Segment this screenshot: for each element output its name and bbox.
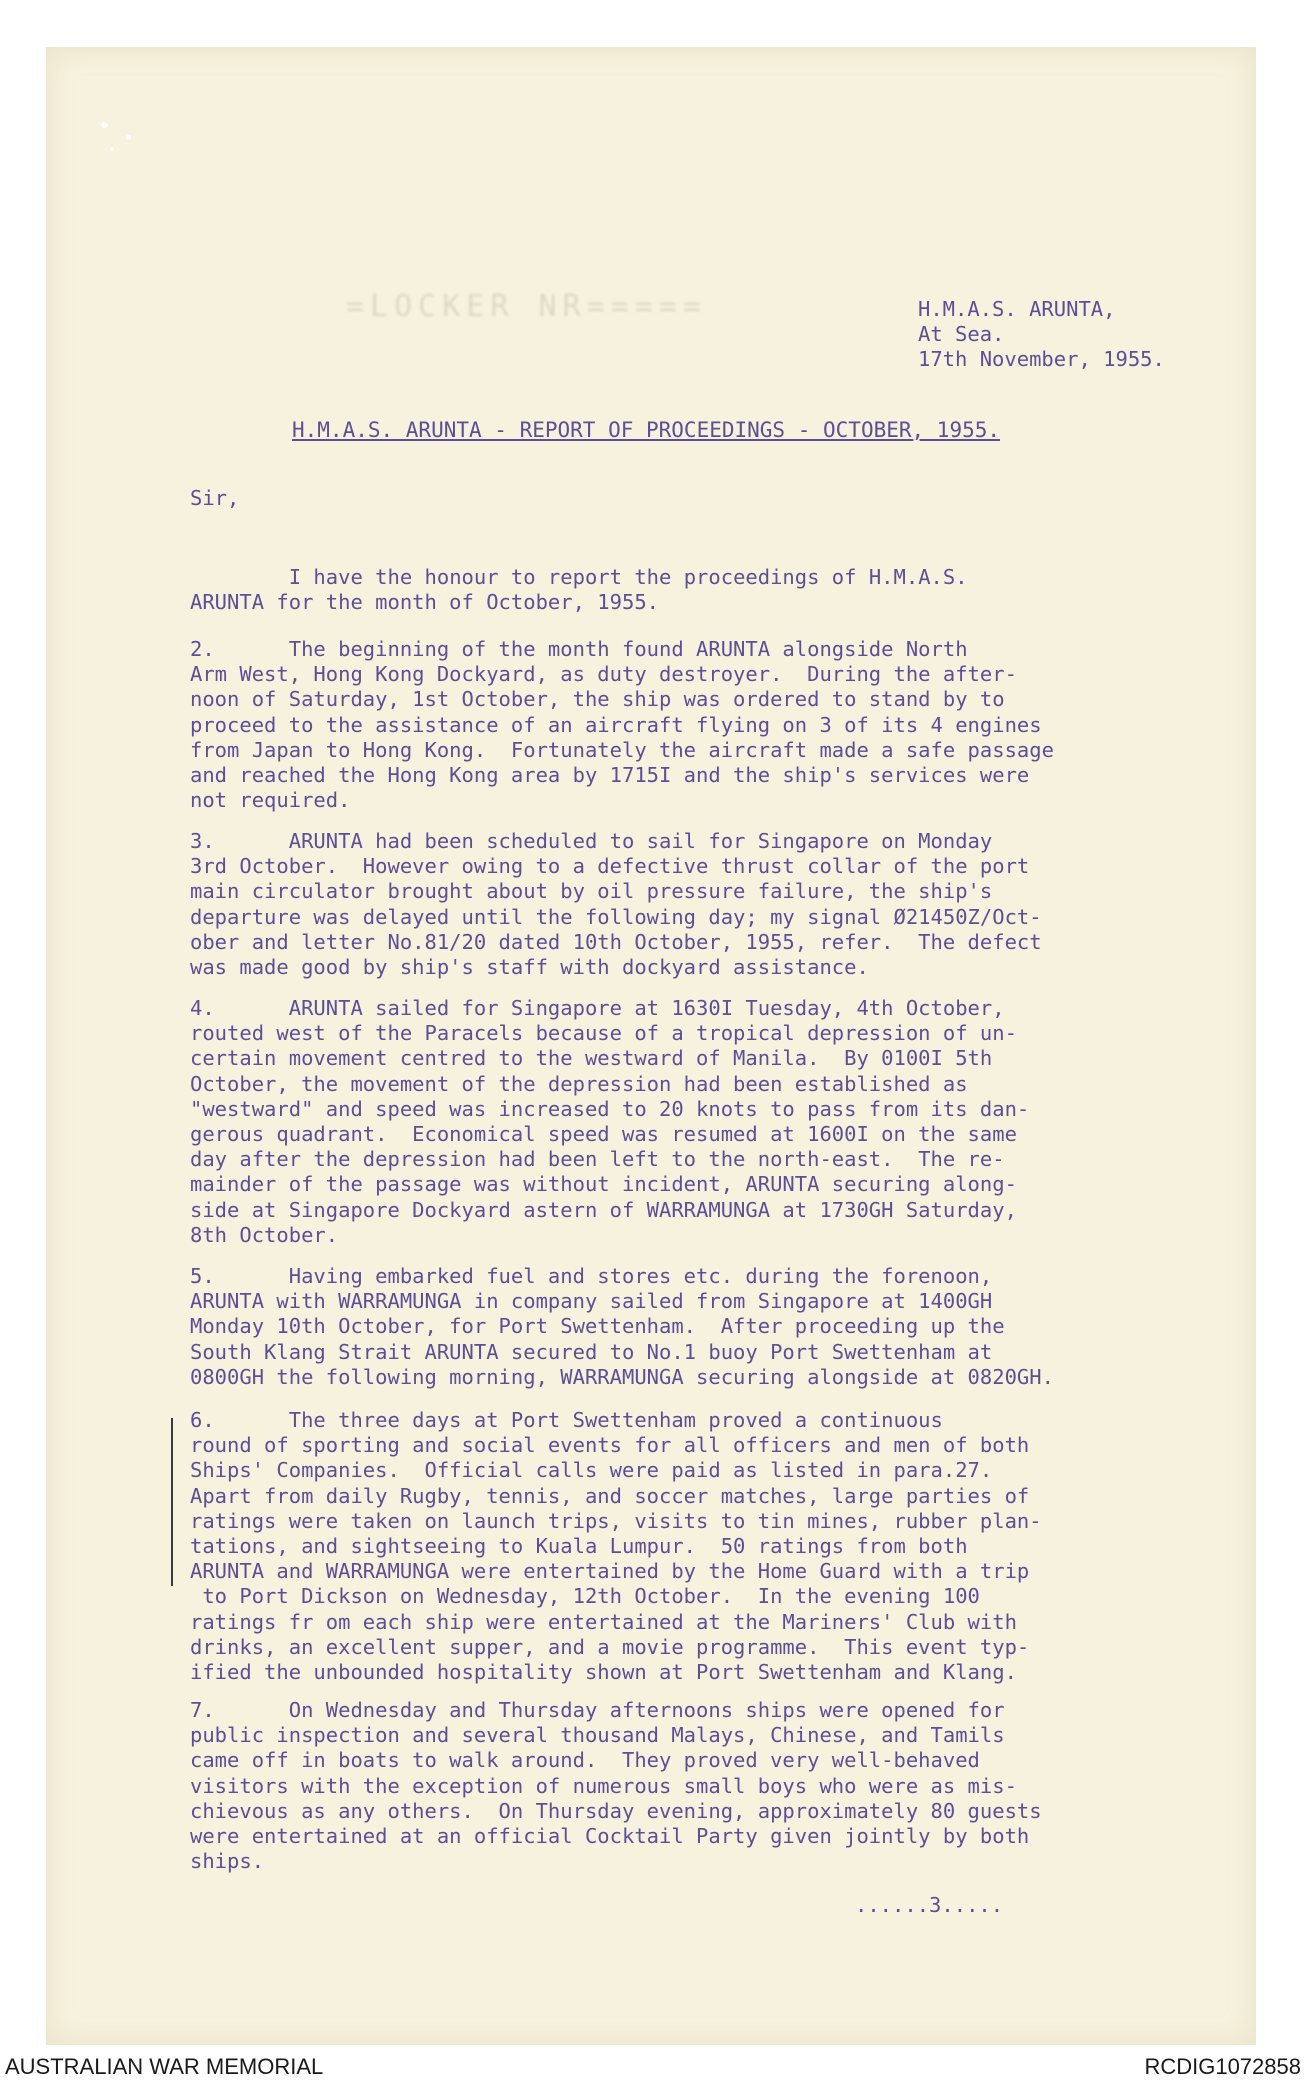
paragraph-5: 5. Having embarked fuel and stores etc. during the forenoon, ARUNTA with WARRAMUNGA in company sailed from Singapore at 1400GH Monday 10th October, for Port Swettenham. After proceeding up the South Klang Strait ARUNTA secured to No.1 buoy Port Swettenham at 0800GH the following morning, WARRAMUNGA securing alongside at 0820GH.	[190, 1264, 1054, 1389]
footer-record-id: RCDIG1072858	[1144, 2054, 1301, 2079]
paragraph-6: 6. The three days at Port Swettenham proved a continuous round of sporting and social events for all officers and men of both Ships' Companies. Official calls were paid as listed in para.27. Apart from daily Rugby, tennis, and soccer matches, large parties of ratings were taken on launch trips, visits to tin mines, rubber plan- tations, and sightseeing to Kuala Lumpur. 50 ratings from both ARUNTA and WARRAMUNGA were entertained by the Home Guard with a trip to Port Dickson on Wednesday, 12th October. In the evening 100 ratings fr om each ship were entertained at the Mariners' Club with drinks, an excellent supper, and a movie programme. This event typ- ified the unbounded hospitality shown at Port Swettenham and Klang.	[190, 1408, 1042, 1685]
paragraph-intro: I have the honour to report the proceedings of H.M.A.S. ARUNTA for the month of October, 1955.	[190, 565, 968, 615]
faint-bleed-heading: =LOCKER NR=====	[346, 289, 707, 324]
address-date: 17th November, 1955.	[918, 347, 1165, 371]
sender-address	[918, 297, 1165, 372]
paper-speck	[101, 122, 108, 128]
paper-speck	[126, 135, 131, 140]
address-ship: H.M.A.S. ARUNTA,	[918, 297, 1116, 321]
margin-annotation-line	[171, 1418, 173, 1586]
paper-speck	[110, 147, 114, 151]
paragraph-3: 3. ARUNTA had been scheduled to sail for Singapore on Monday 3rd October. However owing to a defective thrust collar of the port main circulator brought about by oil pressure failure, the ship's departure was delayed until the following day; my signal Ø21450Z/Oct- ober and letter No.81/20 dated 10th October, 1955, refer. The defect was made good by ship's staff with dockyard assistance.	[190, 829, 1042, 980]
salutation: Sir,	[190, 486, 240, 510]
report-title: H.M.A.S. ARUNTA - REPORT OF PROCEEDINGS - OCTOBER, 1955.	[292, 418, 1001, 442]
page-number: ......3.....	[855, 1893, 1004, 1917]
paragraph-7: 7. On Wednesday and Thursday afternoons ships were opened for public inspection and several thousand Malays, Chinese, and Tamils came off in boats to walk around. They proved very well-behaved visitors with the exception of numerous small boys who were as mis- chievous as any others. On Thursday evening, approximately 80 guests were entertained at an official Cocktail Party given jointly by both ships.	[190, 1698, 1042, 1874]
paragraph-4: 4. ARUNTA sailed for Singapore at 1630I Tuesday, 4th October, routed west of the Paracels because of a tropical depression of un- certain movement centred to the westward of Manila. By 0100I 5th October, the movement of the depression had been established as "westward" and speed was increased to 20 knots to pass from its dan- gerous quadrant. Economical speed was resumed at 1600I on the same day after the depression had been left to the north-east. The re- mainder of the passage was without incident, ARUNTA securing along- side at Singapore Dockyard astern of WARRAMUNGA at 1730GH Saturday, 8th October.	[190, 996, 1030, 1247]
address-location: At Sea.	[918, 322, 1005, 346]
footer-archive-name: AUSTRALIAN WAR MEMORIAL	[5, 2054, 324, 2079]
paragraph-2: 2. The beginning of the month found ARUNTA alongside North Arm West, Hong Kong Dockyard, as duty destroyer. During the after- noon of Saturday, 1st October, the ship was ordered to stand by to proceed to the assistance of an aircraft flying on 3 of its 4 engines from Japan to Hong Kong. Fortunately the aircraft made a safe passage and reached the Hong Kong area by 1715I and the ship's services were not required.	[190, 637, 1054, 813]
